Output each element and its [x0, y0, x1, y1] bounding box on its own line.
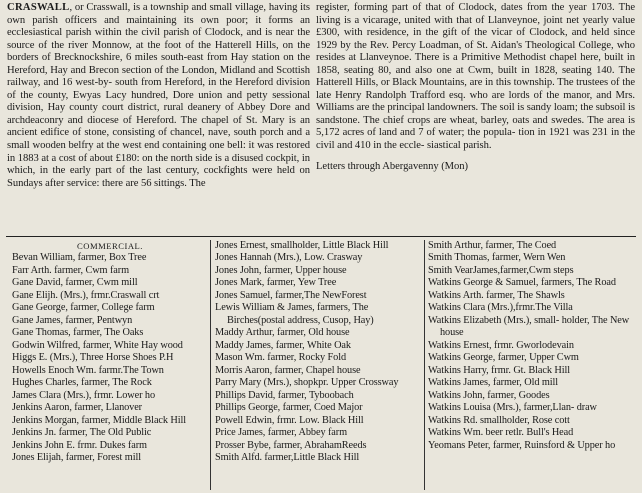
directory-entry: Bevan William, farmer, Box Tree — [12, 252, 147, 264]
directory-entry: Watkins Arth. farmer, The Shawls — [428, 289, 565, 301]
directory-entry: Watkins Louisa (Mrs.), farmer,Llan- draw — [428, 402, 597, 414]
text-line: and Mrs. Williams are the principal landowners. The — [316, 89, 636, 114]
section-rule — [6, 236, 636, 237]
directory-entry: Farr Arth. farmer, Cwm farm — [12, 264, 129, 276]
directory-entry: Gane Thomas, farmer, The Oaks — [12, 327, 144, 339]
column-divider — [424, 240, 425, 490]
directory-entry: Maddy James, farmer, White Oak — [215, 339, 351, 351]
text-line: this township. The trustees of the late Henry — [316, 77, 635, 101]
text-line: Theological College, who resides at Llanveynoe. There — [316, 39, 635, 64]
directory-entry: Watkins Ernest, frmr. Gworlodevain — [428, 339, 574, 351]
directory-entry: Smith Alfd. farmer,Little Black Hill — [215, 452, 360, 464]
directory-entry: Smith Arthur, farmer, The Coed — [428, 240, 557, 251]
directory-entry: Morris Aaron, farmer, Chapel house — [215, 364, 361, 376]
description-column-left — [7, 2, 310, 190]
directory-entry: Yeomans Peter, farmer, Ruinsford & Upper ho — [428, 439, 616, 451]
directory-entry: Gane David, farmer, Cwm mill — [12, 277, 138, 289]
text-line: sessional division, Hay county court district, rural — [7, 89, 310, 114]
description-paragraph — [7, 2, 310, 190]
directory-entry: Gane Elijh. (Mrs.), frmr.Craswall crt — [12, 289, 160, 301]
directory-entry: Watkins George & Samuel, farmers, The Road — [428, 277, 616, 289]
directory-entry: Jones Mark, farmer, Yew Tree — [215, 277, 337, 289]
commercial-column-2 — [215, 240, 423, 465]
text-line: on the north side is a disused cockpit, in which, in the — [7, 152, 310, 177]
directory-entry: Jones Ernest, smallholder, Little Black Hill — [215, 240, 389, 251]
text-line: civil parish of Clodock, and is near the source of the — [7, 27, 310, 51]
directory-entry: Watkins Clara (Mrs.),frmr.The Villa — [428, 302, 573, 314]
text-line: a small wooden belfry at the west end containing one — [7, 127, 311, 152]
directory-entry: Phillips David, farmer, Tyboobach — [215, 389, 354, 401]
directory-entry: Watkins Wm. beer retlr. Bull's Head — [428, 427, 574, 439]
directory-entry: Jenkins John E. frmr. Dukes farm — [12, 439, 147, 451]
directory-entry: Gane George, farmer, College farm — [12, 302, 155, 314]
directory-entry: Smith VearJames,farmer,Cwm steps — [428, 264, 574, 276]
text-line: is a Primitive Methodist chapel here, built in 1858, — [316, 52, 635, 76]
commercial-column-1 — [12, 240, 208, 465]
directory-entry: James Clara (Mrs.), frmr. Lower ho — [12, 389, 156, 401]
directory-entry: Watkins Harry, frmr. Gt. Black Hill — [428, 364, 570, 376]
description-continuation — [316, 2, 635, 153]
directory-entry: Watkins George, farmer, Upper Cwm — [428, 352, 579, 364]
text-line: soil is sandy loam; the subsoil is sandstone. The — [316, 102, 635, 126]
text-line: register, forming part of that of Clodock, dates from — [316, 2, 548, 13]
directory-entry: Watkins Elizabeth (Mrs.), small- holder, The New house — [428, 314, 630, 339]
place-name: CRASWALL — [7, 2, 70, 13]
text-line: Sundays after service: there are 56 sittings. The — [7, 177, 206, 189]
text-line: station on the Hereford, Hay and Brecon section of the — [7, 52, 310, 76]
directory-entry: Prosser Bybe, farmer, AbrahamReeds — [215, 439, 367, 451]
directory-entry: Lewis William & James, farmers, The Birches(postal address, Cusop, Hay) — [215, 302, 374, 326]
text-line: since 1929 by the Rev. Percy Loadman, of St. Aidan's — [316, 27, 635, 51]
directory-entry: Jones Samuel, farmer,The NewForest — [215, 289, 367, 301]
text-line: 140. The Hatterell Hills, or Black Mountains, are in — [316, 64, 635, 89]
text-line: residence, in the gift of the vicar of Clodock, and held — [366, 27, 610, 39]
text-line: south from Hereford, in the Hereford division of the — [7, 77, 310, 101]
commercial-heading: COMMERCIAL. — [77, 241, 143, 251]
directory-entry: Jenkins Morgan, farmer, Middle Black Hill — [12, 414, 187, 426]
directory-entry: Mason Wm. farmer, Rocky Fold — [215, 352, 347, 364]
directory-entry: Howells Enoch Wm. farmr.The Town — [12, 364, 164, 376]
text-line: tion in 1921 was 231 in the civil and 410 in the eccle- — [316, 127, 635, 152]
directory-entry: Hughes Charles, farmer, The Rock — [12, 377, 152, 389]
directory-entry: Jones Hannah (Mrs.), Low. Crasway — [215, 252, 363, 264]
text-line: seating 80, and also one at Cwm, built in 1828, seating — [344, 64, 592, 76]
letters-line: Letters through Abergavenny (Mon) — [316, 160, 469, 172]
text-line: area is 5,172 acres of land and 7 of water; the popula- — [316, 114, 636, 139]
text-line: siastical parish. — [426, 140, 492, 152]
text-line: London, Midland and Scottish railway, and 16 west-by- — [7, 64, 310, 89]
text-line: early part of the last century, cockfights were held on — [69, 165, 310, 177]
directory-entry: Watkins John, farmer, Goodes — [428, 389, 550, 401]
directory-entry: Smith Thomas, farmer, Wern Wen — [428, 252, 566, 264]
directory-entry: Powell Edwin, frmr. Low. Black Hill — [215, 414, 364, 426]
text-line: river Monnow, at the foot of the Hatterell Hills, on the — [68, 39, 310, 51]
text-line: county, Ewyas Lacy hundred, Dore union and petty — [37, 89, 268, 101]
description-text — [7, 2, 310, 189]
directory-entry: Godwin Wilfred, farmer, White Hay wood — [12, 339, 183, 351]
directory-entry: Jones Elijah, farmer, Forest mill — [12, 452, 141, 464]
directory-entry: Jones John, farmer, Upper house — [215, 264, 347, 276]
text-line: of stone, consisting of chancel, nave, south porch and — [72, 127, 303, 139]
text-line: that of Llanveynoe, joint net yearly value £300, with — [316, 14, 635, 39]
text-line: the year 1703. The living is a vicarage, united with — [316, 2, 635, 26]
directory-entry: Phillips George, farmer, Coed Major — [215, 402, 363, 414]
text-line: chief crops are wheat, barley, oats and swedes. The — [382, 114, 604, 126]
directory-entry: Higgs E. (Mrs.), Three Horse Shoes P.H — [12, 352, 174, 364]
text-line: bell: it was restored in 1883 at a cost of about £180: — [7, 140, 310, 164]
directory-entry: Parry Mary (Mrs.), shopkpr. Upper Crossway — [215, 377, 399, 389]
column-divider — [210, 240, 211, 490]
directory-entry: Watkins James, farmer, Old mill — [428, 377, 559, 389]
directory-entry: Watkins Rd. smallholder, Rose cott — [428, 414, 570, 426]
text-line: village, having its own parish officers and maintaining its — [7, 2, 310, 26]
text-line: own poor; it forms an ecclesiastical parish within the — [7, 14, 310, 39]
text-line: borders of Brecknockshire, 6 miles south-east from Hay — [7, 52, 249, 64]
directory-entry: Maddy Arthur, farmer, Old house — [215, 327, 350, 339]
text-line: Hereford. The chapel of St. Mary is an ancient edifice — [7, 114, 310, 139]
directory-entry: Jenkins Jn. farmer, The Old Public — [12, 427, 152, 439]
text-line: Randolph Trafford esq. who are lords of the manor, — [365, 89, 593, 101]
directory-entry: Price James, farmer, Abbey farm — [215, 427, 348, 439]
commercial-column-3 — [428, 240, 638, 452]
text-line: , or Crasswall, is a township and small — [69, 2, 233, 13]
directory-entry: Jenkins Aaron, farmer, Llanover — [12, 402, 143, 414]
description-column-right — [316, 2, 635, 173]
text-line: deanery of Abbey Dore and archdeaconry and diocese of — [7, 102, 310, 126]
directory-entry: Gane James, farmer, Pentwyn — [12, 314, 133, 326]
